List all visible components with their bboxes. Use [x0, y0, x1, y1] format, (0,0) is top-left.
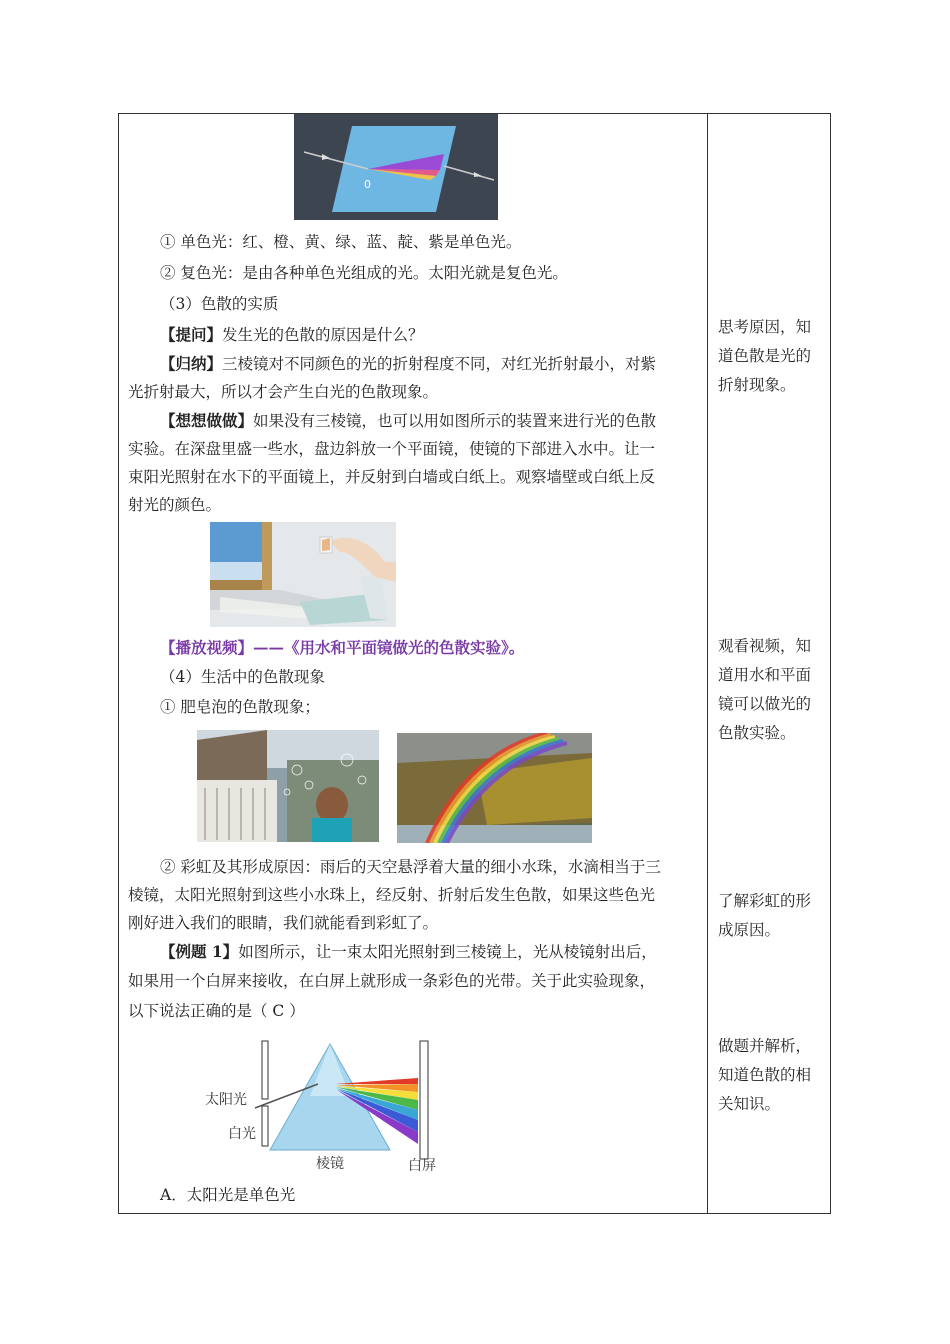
summary-line-2: 光折射最大，所以才会产生白光的色散现象。: [128, 383, 439, 401]
example-line-2: 如果用一个白屏来接收，在白屏上就形成一条彩色的光带。关于此实验现象，: [128, 972, 656, 990]
question-line: [160, 324, 424, 346]
example-line-1: 【例题 1】如图所示，让一束太阳光照射到三棱镜上，光从棱镜射出后，: [160, 942, 657, 961]
rainbow-line-3: 刚好进入我们的眼睛，我们就能看到彩虹了。: [128, 914, 439, 932]
side-note-2: 观看视频，知道用水和平面镜可以做光的色散实验。: [718, 637, 812, 742]
try-line-4: 射光的颜色。: [128, 496, 222, 514]
prism-refraction-image: [294, 114, 498, 220]
water-mirror-experiment-image: [210, 522, 396, 627]
try-label: 【想想做做】: [160, 411, 254, 430]
try-line-1: 【想想做做】如果没有三棱镜，也可以用如图所示的装置来进行光的色散: [160, 411, 657, 430]
rainbow-line-1: ② 彩虹及其形成原因：雨后的天空悬浮着大量的细小水珠，水滴相当于三: [160, 858, 661, 876]
composite-light-text: ② 复色光：是由各种单色光组成的光。太阳光就是复色光。: [160, 264, 568, 282]
white-light-label: 白光: [228, 1126, 256, 1142]
white-screen-label: 白屏: [408, 1158, 436, 1174]
question-text: 发生光的色散的原因是什么？: [222, 326, 424, 344]
side-note-1: 思考原因，知道色散是光的折射现象。: [718, 318, 812, 394]
column-divider: [707, 113, 708, 1214]
side-note-3: 了解彩虹的形成原因。: [718, 892, 812, 939]
soap-bubble-text: ① 肥皂泡的色散现象；: [160, 698, 320, 716]
summary-label: 【归纳】: [160, 354, 223, 373]
example-label: 【例题 1】: [160, 942, 239, 961]
rainbow-line-2: 棱镜，太阳光照射到这些小水珠上，经反射、折射后发生色散，如果这些色光: [128, 886, 656, 904]
side-note-4: 做题并解析，知道色散的相关知识。: [718, 1037, 812, 1113]
summary-line-1: 【归纳】三棱镜对不同颜色的光的折射程度不同，对红光折射最小，对紫: [160, 354, 657, 373]
prism-point-label: 0: [364, 178, 371, 191]
video-link[interactable]: 【播放视频】——《用水和平面镜做光的色散实验》。: [160, 638, 525, 657]
soap-bubble-photo: [197, 730, 379, 842]
example-line-3: 以下说法正确的是（ C ）: [128, 1002, 305, 1020]
section-3-heading: （3）色散的实质: [160, 295, 279, 313]
prism-dispersion-diagram: [200, 1036, 450, 1176]
section-4-heading: （4）生活中的色散现象: [160, 668, 325, 686]
sunlight-label: 太阳光: [205, 1092, 247, 1108]
try-line-2: 实验。在深盘里盛一些水，盘边斜放一个平面镜，使镜的下部进入水中。让一: [128, 440, 656, 458]
rainbow-photo: [397, 733, 592, 843]
question-label: 【提问】: [160, 325, 223, 344]
option-a: A．太阳光是单色光: [160, 1186, 296, 1204]
try-line-3: 束阳光照射在水下的平面镜上，并反射到白墙或白纸上。观察墙壁或白纸上反: [128, 468, 656, 486]
prism-label: 棱镜: [316, 1156, 344, 1172]
mono-light-text: ① 单色光：红、橙、黄、绿、蓝、靛、紫是单色光。: [160, 233, 522, 251]
